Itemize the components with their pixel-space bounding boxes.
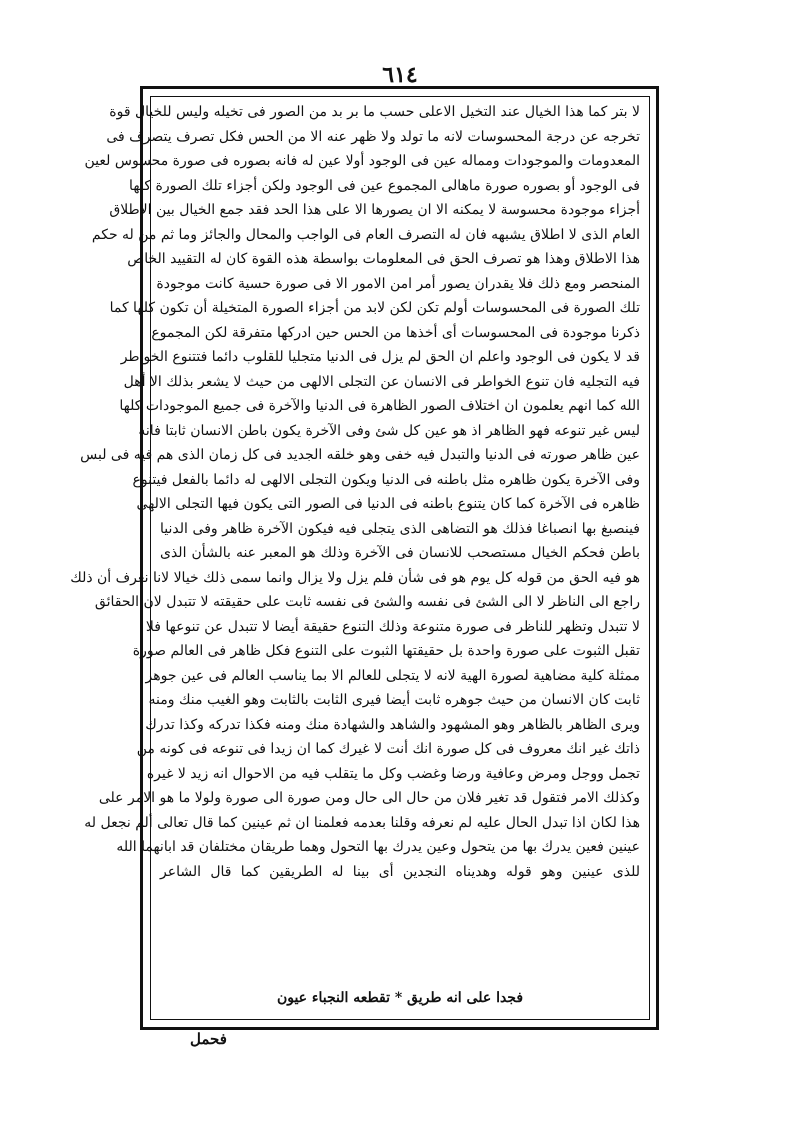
- text-line: تلك الصورة فى المحسوسات أولم تكن لكن لابد من أجزاء الصورة المتخيلة أن تكون كلها كما: [109, 300, 640, 316]
- text-line: ظاهره فى الآخرة كما كان يتنوع باطنه فى الدنيا فى الصور التى يكون فيها التجلى الالهى: [136, 496, 640, 512]
- text-line: قد لا يكون فى الوجود واعلم ان الحق لم يزل فى الدنيا متجليا للقلوب دائما فتتنوع الخواطر: [120, 349, 640, 365]
- catchword: فحمل: [190, 1030, 227, 1048]
- text-line: ليس غير تنوعه فهو الظاهر اذ هو عين كل شئ وفى الآخرة يكون باطن الانسان ثابتا فانه: [138, 422, 640, 439]
- text-line: راجع الى الناظر لا الى الشئ فى نفسه والشئ فى نفسه ثابت على حقيقته لا تتبدل لان الحقائق: [94, 594, 640, 610]
- text-line: عينين فعين يدرك بها من يتحول وعين يدرك بها التحول وهما طريقان مختلفان قد ابانهما الله: [116, 839, 640, 855]
- text-line: هذا لكان اذا تبدل الحال عليه لم نعرفه وقلنا بعدمه فعلمنا ان ثم عينين كما قال تعالى ألم نجعل له: [84, 814, 640, 831]
- text-line: ثابت كان الانسان من حيث جوهره ثابت أيضا فيرى الثابت بالثابت وهو الغيب منك ومنه: [148, 692, 640, 708]
- main-text: [70, 100, 640, 980]
- text-line: ذاتك غير انك معروف فى كل صورة انك أنت لا غيرك كما ان زيدا فى تنوعه فى كونه من: [136, 741, 640, 757]
- text-line: تخرجه عن درجة المحسوسات لانه ما تولد ولا ظهر عنه الا من الحس فكل تصرف يتصرف فى: [106, 128, 640, 145]
- text-line: فى الوجود أو بصوره صورة ماهالى المجموع عين فى الوجود ولكن أجزاء تلك الصورة كلها: [129, 177, 640, 194]
- page-number: ٦١٤: [382, 62, 418, 88]
- text-line: ويرى الظاهر بالظاهر وهو المشهود والشاهد والشهادة منك ومنه فكذا تدركه وكذا تدرك: [145, 716, 640, 733]
- text-line: فيه التجليه فان تنوع الخواطر فى الانسان عن التجلى الالهى من حيث لا يشعر بذلك الا أهل: [123, 373, 640, 390]
- text-line: المعدومات والموجودات ومماله عين فى الوجود أولا عين له فانه بصوره فى صورة محسوس لعين: [84, 153, 640, 169]
- text-line: للذى عينين وهو قوله وهديناه النجدين أى بينا له الطريقين كما قال الشاعر: [160, 863, 640, 880]
- text-line: لا تتبدل وتظهر للناظر فى صورة متنوعة وذلك التنوع حقيقة أيضا لا تتبدل عن تنوعها فلا: [145, 618, 640, 635]
- text-line: المنحصر ومع ذلك فلا يقدران يصور أمر امن الامور الا فى صورة حسية كانت موجودة: [156, 275, 640, 292]
- text-line: هو فيه الحق من قوله كل يوم هو فى شأن فلم يزل ولا يزال وانما سمى ذلك خيالا لانا نعرف أن ذلك: [70, 569, 640, 586]
- text-line: تقبل الثبوت على صورة واحدة بل حقيقتها الثبوت على التنوع فكل ظاهر فى العالم صورة: [132, 643, 640, 659]
- text-line: باطن فحكم الخيال مستصحب للانسان فى الآخرة وذلك هو المعبر عنه بالشأن الذى: [160, 545, 640, 561]
- text-line: تجمل ووجل ومرض وعافية ورضا وغضب وكل ما يتقلب فيه من الاحوال انه زيد لا غيره: [146, 765, 640, 782]
- text-line: لا بتر كما هذا الخيال عند التخيل الاعلى حسب ما بر بد من الصور فى تخيله وليس للخيال قوة: [109, 104, 640, 120]
- text-line: أجزاء موجودة محسوسة لا يمكنه الا ان يصورها الا على هذا الحد فقد جمع الخيال بين الاطلاق: [109, 202, 640, 218]
- text-line: وفى الآخرة يكون ظاهره مثل باطنه فى الدنيا ويكون التجلى الالهى له دائما بالفعل فيتنوع: [132, 471, 640, 488]
- closing-verse: فجدا على انه طريق * تقطعه النجباء عيون: [276, 990, 524, 1006]
- text-line: هذا الاطلاق وهذا هو تصرف الحق فى المعلومات بواسطة هذه القوة كان له التقييد الخاص: [127, 251, 640, 267]
- text-line: ممثلة كلية مضاهية لصورة الهية لانه لا يتجلى للعالم الا بما يناسب العالم فى عين جوهر: [145, 667, 640, 684]
- text-line: ذكرنا موجودة فى المحسوسات أى أخذها من الحس حين ادركها متفرقة لكن المجموع: [151, 324, 640, 341]
- text-line: عين ظاهر صورته فى الدنيا والتبدل فيه خفى وهو خلقه الجديد فى كل زمان الذى هم فيه فى لبس: [80, 447, 640, 463]
- text-line: العام الذى لا اطلاق يشبهه فان له التصرف العام فى الواجب والمحال والجائز وما ثم من له حكم: [91, 226, 640, 243]
- text-line: الله كما انهم يعلمون ان اختلاف الصور الظاهرة فى الدنيا والآخرة فى جميع الموجودات كلها: [119, 398, 640, 414]
- text-line: وكذلك الامر فتقول قد تغير فلان من حال الى حال ومن صورة الى صورة ولولا ما هو الامر على: [98, 790, 640, 806]
- text-line: فينصبغ بها انصباغا فذلك هو التضاهى الذى يتجلى فيه فيكون الآخرة ظاهر وفى الدنيا: [160, 520, 640, 537]
